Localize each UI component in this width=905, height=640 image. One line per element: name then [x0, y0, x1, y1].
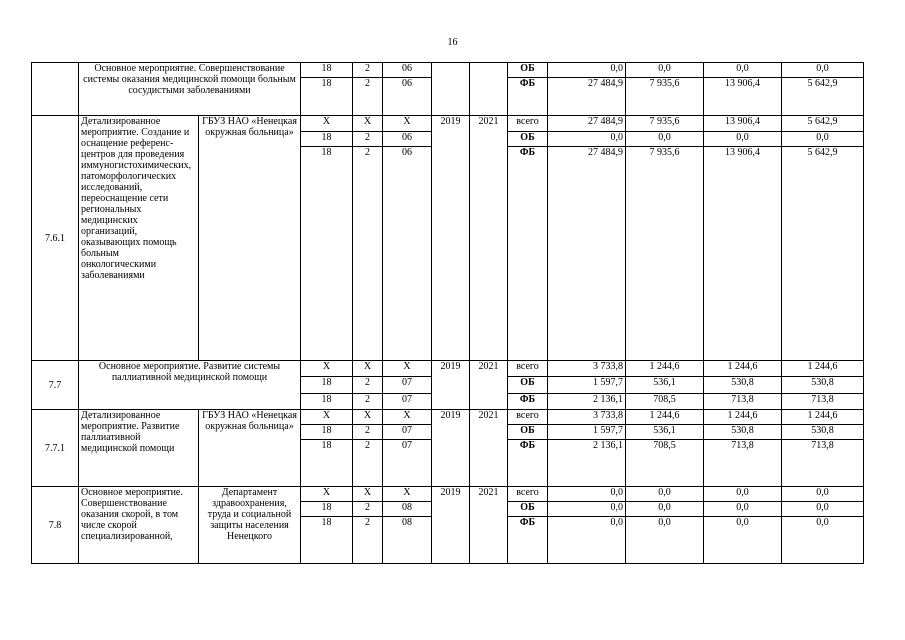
- code-cell: 2: [353, 377, 383, 394]
- source-cell: всего: [508, 361, 548, 377]
- value-cell: 713,8: [704, 394, 782, 410]
- code-cell: 18: [301, 425, 353, 440]
- value-cell: 0,0: [704, 487, 782, 502]
- value-cell: 1 244,6: [704, 410, 782, 425]
- code-cell: Х: [301, 487, 353, 502]
- value-cell: 1 244,6: [704, 361, 782, 377]
- source-cell: ОБ: [508, 377, 548, 394]
- year-start: 2019: [432, 116, 470, 361]
- value-cell: 708,5: [626, 394, 704, 410]
- year-end: 2021: [470, 116, 508, 361]
- code-cell: Х: [353, 410, 383, 425]
- value-cell: 708,5: [626, 440, 704, 487]
- code-cell: 07: [383, 377, 432, 394]
- page-number: 16: [447, 37, 458, 48]
- source-cell: ФБ: [508, 78, 548, 116]
- value-cell: 0,0: [782, 132, 864, 147]
- value-cell: 3 733,8: [548, 361, 626, 377]
- code-cell: 2: [353, 132, 383, 147]
- value-cell: 0,0: [548, 487, 626, 502]
- value-cell: 13 906,4: [704, 116, 782, 132]
- value-cell: 0,0: [704, 132, 782, 147]
- table-row: [32, 361, 864, 377]
- value-cell: 0,0: [548, 63, 626, 78]
- value-cell: 27 484,9: [548, 116, 626, 132]
- value-cell: 1 244,6: [626, 410, 704, 425]
- value-cell: 7 935,6: [626, 116, 704, 132]
- code-cell: 06: [383, 78, 432, 116]
- table-row: [32, 410, 864, 425]
- source-cell: ОБ: [508, 425, 548, 440]
- value-cell: 713,8: [782, 394, 864, 410]
- value-cell: 0,0: [626, 517, 704, 564]
- code-cell: 2: [353, 147, 383, 361]
- value-cell: 536,1: [626, 377, 704, 394]
- table-row: [32, 63, 864, 78]
- code-cell: 18: [301, 147, 353, 361]
- value-cell: 5 642,9: [782, 78, 864, 116]
- value-cell: 0,0: [548, 132, 626, 147]
- code-cell: 18: [301, 502, 353, 517]
- value-cell: 0,0: [782, 487, 864, 502]
- year-start: 2019: [432, 361, 470, 410]
- activity-name: Основное мероприятие. Совершенствование системы оказания медицинской помощи больным сосудистыми заболеваниями: [79, 63, 301, 116]
- source-cell: ФБ: [508, 394, 548, 410]
- year-end: 2021: [470, 361, 508, 410]
- value-cell: 7 935,6: [626, 78, 704, 116]
- year-cell: [470, 63, 508, 116]
- source-cell: всего: [508, 116, 548, 132]
- code-cell: 07: [383, 394, 432, 410]
- year-start: 2019: [432, 487, 470, 564]
- code-cell: 06: [383, 132, 432, 147]
- code-cell: 18: [301, 132, 353, 147]
- value-cell: 7 935,6: [626, 147, 704, 361]
- source-cell: ОБ: [508, 502, 548, 517]
- code-cell: Х: [301, 410, 353, 425]
- code-cell: 07: [383, 425, 432, 440]
- code-cell: Х: [383, 116, 432, 132]
- code-cell: Х: [353, 487, 383, 502]
- value-cell: 536,1: [626, 425, 704, 440]
- value-cell: 530,8: [782, 377, 864, 394]
- table-row: [32, 487, 864, 502]
- executor: ГБУЗ НАО «Ненецкая окружная больница»: [199, 410, 301, 487]
- code-cell: 2: [353, 63, 383, 78]
- source-cell: ОБ: [508, 132, 548, 147]
- code-cell: 06: [383, 147, 432, 361]
- value-cell: 2 136,1: [548, 440, 626, 487]
- value-cell: 3 733,8: [548, 410, 626, 425]
- row-number: 7.8: [32, 487, 79, 564]
- value-cell: 0,0: [548, 502, 626, 517]
- year-end: 2021: [470, 487, 508, 564]
- source-cell: всего: [508, 487, 548, 502]
- year-start: 2019: [432, 410, 470, 487]
- code-cell: Х: [383, 361, 432, 377]
- code-cell: Х: [383, 410, 432, 425]
- code-cell: 2: [353, 517, 383, 564]
- code-cell: 18: [301, 63, 353, 78]
- code-cell: 08: [383, 502, 432, 517]
- value-cell: 5 642,9: [782, 147, 864, 361]
- year-end: 2021: [470, 410, 508, 487]
- executor: ГБУЗ НАО «Ненецкая окружная больница»: [199, 116, 301, 361]
- code-cell: Х: [383, 487, 432, 502]
- value-cell: 27 484,9: [548, 147, 626, 361]
- source-cell: ФБ: [508, 517, 548, 564]
- code-cell: 2: [353, 440, 383, 487]
- row-number: 7.6.1: [32, 116, 79, 361]
- value-cell: 0,0: [704, 517, 782, 564]
- code-cell: 18: [301, 440, 353, 487]
- table-row: [32, 116, 864, 132]
- num-cell: [32, 63, 79, 116]
- code-cell: 2: [353, 502, 383, 517]
- value-cell: 713,8: [704, 440, 782, 487]
- code-cell: 2: [353, 78, 383, 116]
- code-cell: Х: [353, 361, 383, 377]
- code-cell: 07: [383, 440, 432, 487]
- row-number: 7.7.1: [32, 410, 79, 487]
- value-cell: 1 244,6: [782, 361, 864, 377]
- value-cell: 713,8: [782, 440, 864, 487]
- code-cell: Х: [301, 361, 353, 377]
- value-cell: 0,0: [782, 502, 864, 517]
- code-cell: 2: [353, 425, 383, 440]
- value-cell: 13 906,4: [704, 78, 782, 116]
- code-cell: Х: [353, 116, 383, 132]
- value-cell: 1 244,6: [626, 361, 704, 377]
- source-cell: всего: [508, 410, 548, 425]
- value-cell: 0,0: [626, 63, 704, 78]
- code-cell: 18: [301, 394, 353, 410]
- source-cell: ФБ: [508, 147, 548, 361]
- value-cell: 5 642,9: [782, 116, 864, 132]
- value-cell: 530,8: [782, 425, 864, 440]
- executor: Департамент здравоохранения, труда и социальной защиты населения Ненецкого: [199, 487, 301, 564]
- value-cell: 2 136,1: [548, 394, 626, 410]
- value-cell: 0,0: [626, 132, 704, 147]
- value-cell: 0,0: [626, 487, 704, 502]
- value-cell: 0,0: [548, 517, 626, 564]
- value-cell: 0,0: [626, 502, 704, 517]
- activity-name: Детализированное мероприятие. Развитие паллиативной медицинской помощи: [79, 410, 199, 487]
- code-cell: 06: [383, 63, 432, 78]
- activity-name: Детализированное мероприятие. Создание и оснащение референс-центров для проведения иммуногистохимических, патоморфологических исследований, переоснащение сети региональных медицинских организаций, оказывающих помощь больным онкологическими заболеваниями: [79, 116, 199, 361]
- value-cell: 0,0: [782, 517, 864, 564]
- year-cell: [432, 63, 470, 116]
- code-cell: Х: [301, 116, 353, 132]
- value-cell: 0,0: [782, 63, 864, 78]
- code-cell: 18: [301, 517, 353, 564]
- code-cell: 18: [301, 377, 353, 394]
- value-cell: 1 244,6: [782, 410, 864, 425]
- code-cell: 2: [353, 394, 383, 410]
- value-cell: 1 597,7: [548, 377, 626, 394]
- budget-table: [31, 62, 864, 564]
- value-cell: 0,0: [704, 63, 782, 78]
- source-cell: ФБ: [508, 440, 548, 487]
- source-cell: ОБ: [508, 63, 548, 78]
- row-number: 7.7: [32, 361, 79, 410]
- value-cell: 27 484,9: [548, 78, 626, 116]
- value-cell: 530,8: [704, 425, 782, 440]
- activity-name: Основное мероприятие. Развитие системы паллиативной медицинской помощи: [79, 361, 301, 410]
- activity-name: Основное мероприятие. Совершенствование оказания скорой, в том числе скорой специализированной,: [79, 487, 199, 564]
- value-cell: 0,0: [704, 502, 782, 517]
- code-cell: 08: [383, 517, 432, 564]
- value-cell: 1 597,7: [548, 425, 626, 440]
- code-cell: 18: [301, 78, 353, 116]
- value-cell: 530,8: [704, 377, 782, 394]
- value-cell: 13 906,4: [704, 147, 782, 361]
